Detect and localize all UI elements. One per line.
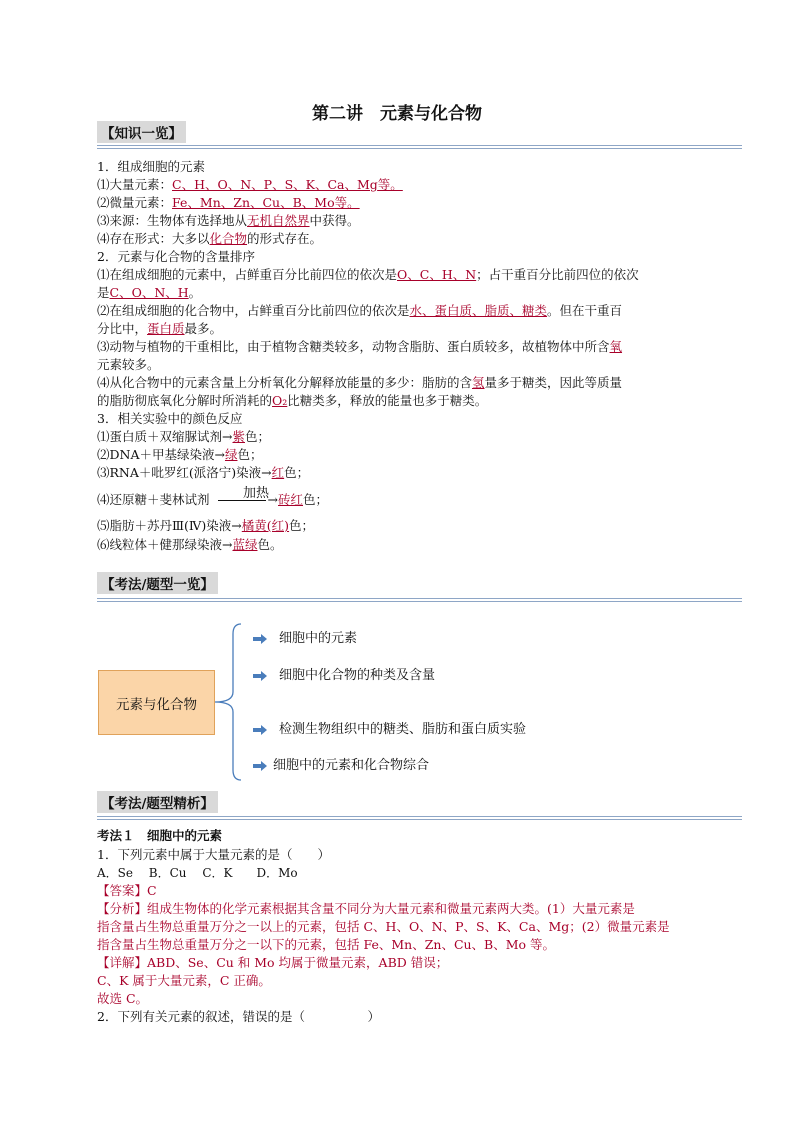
knowledge-line: 元素较多。 — [97, 357, 160, 372]
section-analysis-heading: 【考法/题型精析】 — [97, 791, 218, 813]
color-reaction-line: ⑵DNA＋甲基绿染液→绿色； — [97, 447, 263, 462]
arrow-right-icon — [253, 761, 267, 771]
color-reaction-line: ⑷还原糖＋斐林试剂 →砖红色； — [97, 492, 329, 507]
divider — [97, 148, 742, 149]
mindmap-center-node: 元素与化合物 — [98, 670, 215, 735]
divider — [97, 816, 742, 817]
answer: 【答案】C — [97, 883, 157, 898]
knowledge-line: 分比中，蛋白质最多。 — [97, 321, 223, 336]
arrow-right-icon — [253, 634, 267, 644]
color-reaction-line: ⑶RNA＋吡罗红(派洛宁)染液→红色； — [97, 465, 310, 480]
explanation-text: C、K 属于大量元素，C 正确。 — [97, 973, 271, 988]
knowledge-line: ⑷存在形式：大多以化合物的形式存在。 — [97, 231, 323, 246]
divider — [97, 601, 742, 602]
analysis-text: 指含量占生物总重量万分之一以下的元素，包括 Fe、Mn、Zn、Cu、B、Mo 等。 — [97, 937, 556, 952]
knowledge-line: ⑴大量元素：C、H、O、N、P、S、K、Ca、Mg等。 — [97, 177, 403, 192]
mindmap-bracket — [213, 620, 253, 785]
knowledge-heading-2: 2．元素与化合物的含量排序 — [97, 249, 255, 264]
page-title: 第二讲 元素与化合物 — [312, 104, 482, 124]
knowledge-heading-1: 1．组成细胞的元素 — [97, 159, 205, 174]
divider — [97, 598, 742, 599]
mindmap-topic-2: 细胞中化合物的种类及含量 — [253, 664, 435, 683]
knowledge-line: ⑶来源：生物体有选择地从无机自然界中获得。 — [97, 213, 360, 228]
color-reaction-line: ⑸脂肪＋苏丹Ⅲ(Ⅳ)染液→橘黄(红)色； — [97, 518, 315, 533]
knowledge-line: ⑵在组成细胞的化合物中，占鲜重百分比前四位的依次是水、蛋白质、脂质、糖类。但在干重百 — [97, 303, 623, 318]
mindmap-topic-4: 细胞中的元素和化合物综合 — [253, 754, 429, 773]
knowledge-line: ⑷从化合物中的元素含量上分析氧化分解释放能量的多少：脂肪的含氢量多于糖类，因此等质量 — [97, 375, 623, 390]
knowledge-line: ⑴在组成细胞的元素中，占鲜重百分比前四位的依次是O、C、H、N；占干重百分比前四位的依次 — [97, 267, 639, 282]
knowledge-line: ⑵微量元素：Fe、Mn、Zn、Cu、B、Mo等。 — [97, 195, 360, 210]
method-title: 考法１ 细胞中的元素 — [97, 828, 223, 843]
divider — [97, 145, 742, 146]
divider — [97, 819, 742, 820]
analysis-text: 【分析】组成生物体的化学元素根据其含量不同分为大量元素和微量元素两大类。(1）大量元素是 — [97, 901, 635, 916]
arrow-right-icon — [253, 725, 267, 735]
section-knowledge-heading: 【知识一览】 — [97, 121, 186, 143]
analysis-text: 指含量占生物总重量万分之一以上的元素，包括 C、H、O、N、P、S、K、Ca、Mg；(2）微量元素是 — [97, 919, 670, 934]
knowledge-line: 的脂肪彻底氧化分解时所消耗的O₂比糖类多，释放的能量也多于糖类。 — [97, 393, 488, 408]
question-1: 1．下列元素中属于大量元素的是（ ） — [97, 847, 330, 862]
knowledge-heading-3: 3．相关实验中的颜色反应 — [97, 411, 243, 426]
mindmap-topic-3: 检测生物组织中的糖类、脂肪和蛋白质实验 — [253, 718, 526, 737]
question-1-options: A．Se B．Cu C．K D．Mo — [97, 866, 298, 880]
color-reaction-line: ⑹线粒体＋健那绿染液→蓝绿色。 — [97, 537, 283, 552]
explanation-text: 【详解】ABD、Se、Cu 和 Mo 均属于微量元素，ABD 错误； — [97, 955, 449, 970]
mindmap-topic-1: 细胞中的元素 — [253, 627, 357, 646]
arrow-right-icon — [253, 671, 267, 681]
knowledge-line: ⑶动物与植物的干重相比，由于植物含糖类较多，动物含脂肪、蛋白质较多，故植物体中所含氧 — [97, 339, 623, 354]
heat-condition-label: 加热 — [243, 486, 270, 501]
question-2: 2．下列有关元素的叙述，错误的是（ ） — [97, 1009, 380, 1024]
color-reaction-line: ⑴蛋白质＋双缩脲试剂→紫色； — [97, 429, 271, 444]
section-methods-heading: 【考法/题型一览】 — [97, 572, 218, 594]
knowledge-line: 是C、O、N、H。 — [97, 285, 202, 300]
explanation-text: 故选 C。 — [97, 991, 149, 1006]
